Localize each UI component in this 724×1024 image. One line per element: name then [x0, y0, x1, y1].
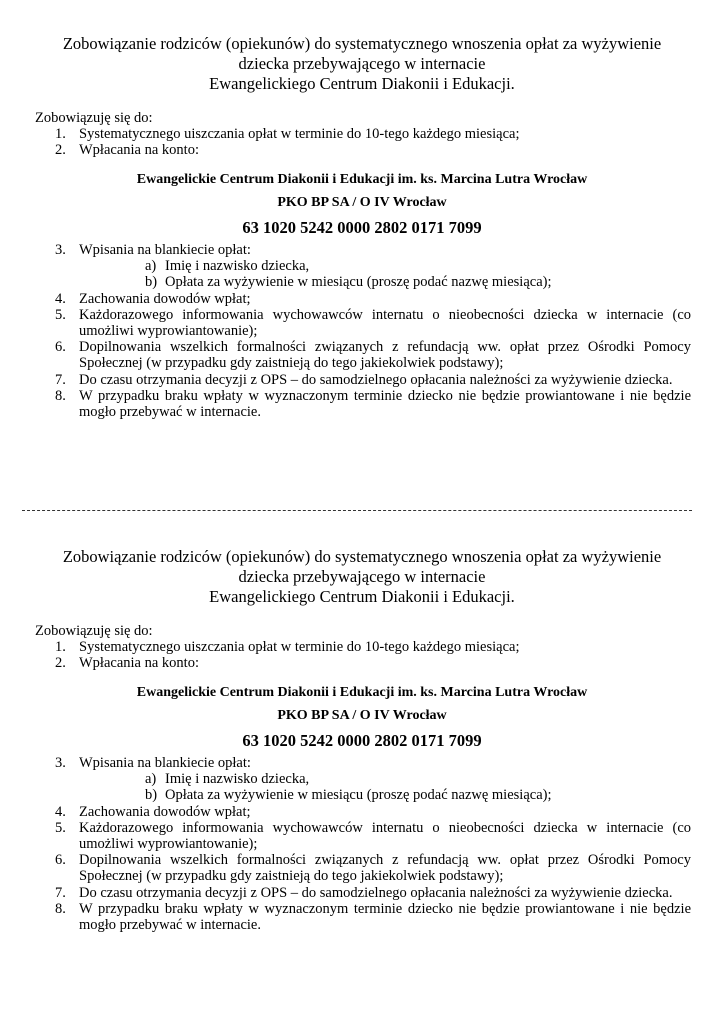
item-number: 8. — [55, 387, 66, 404]
obligations-list-part1 — [0, 126, 691, 158]
sub-item-letter: b) — [145, 787, 158, 804]
sub-item-letter: a) — [145, 771, 157, 788]
item-number: 1. — [55, 639, 66, 655]
item-text: Do czasu otrzymania decyzji z OPS – do samodzielnego opłacania należności za wyżywienie dziecka. — [79, 884, 673, 901]
intro-text: Zobowiązuję się do: — [35, 623, 153, 639]
item-text: Systematycznego uiszczania opłat w terminie do 10-tego każdego miesiąca; — [79, 639, 520, 655]
title-line-2: dziecka przebywającego w internacie — [238, 54, 486, 73]
item-number: 2. — [55, 142, 66, 159]
list-item — [0, 242, 691, 291]
title-line-1: Zobowiązanie rodziców (opiekunów) do systematycznego wnoszenia opłat za wyżywienie — [62, 34, 662, 53]
sub-list-item — [145, 771, 691, 788]
item-text: Dopilnowania wszelkich formalności związanych z refundacją ww. opłat przez Ośrodki Pomocy Społecznej (w przypadku gdy zaistnieją do tego jakiekolwiek podstawy); — [79, 852, 691, 885]
list-item — [0, 820, 691, 852]
item-number: 1. — [55, 126, 66, 142]
list-item — [0, 885, 691, 901]
document-title — [0, 547, 724, 607]
obligations-list-part2 — [0, 242, 691, 420]
sub-list-item — [145, 258, 691, 275]
item-text: W przypadku braku wpłaty w wyznaczonym terminie dziecko nie będzie prowiantowane i nie będzie mogło przebywać w internacie. — [79, 387, 691, 421]
sub-item-text: Opłata za wyżywienie w miesiącu (proszę podać nazwę miesiąca); — [165, 787, 552, 804]
sub-item-text: Imię i nazwisko dziecka, — [165, 771, 310, 788]
title-line-2: dziecka przebywającego w internacie — [238, 567, 486, 586]
list-item — [0, 804, 691, 820]
item-number: 5. — [55, 819, 66, 836]
form-top — [0, 34, 724, 421]
item-number: 8. — [55, 900, 66, 917]
item-number: 4. — [55, 290, 66, 307]
item-text: Wpisania na blankiecie opłat: — [79, 755, 251, 771]
list-item — [0, 755, 691, 804]
bank-recipient-name: Ewangelickie Centrum Diakonii i Edukacji im. ks. Marcina Lutra Wrocław — [136, 172, 588, 187]
item-text: Wpłacania na konto: — [79, 655, 199, 672]
item-number: 3. — [55, 755, 66, 771]
item-text: Do czasu otrzymania decyzji z OPS – do samodzielnego opłacania należności za wyżywienie dziecka. — [79, 371, 673, 388]
sub-list — [79, 258, 691, 290]
item-text: W przypadku braku wpłaty w wyznaczonym terminie dziecko nie będzie prowiantowane i nie będzie mogło przebywać w internacie. — [79, 900, 691, 934]
list-item — [0, 639, 691, 655]
item-text: Wpłacania na konto: — [79, 142, 199, 159]
list-item — [0, 372, 691, 388]
item-number: 7. — [55, 884, 66, 901]
bank-branch: PKO BP SA / O IV Wrocław — [277, 195, 447, 210]
list-item — [0, 388, 691, 420]
bank-account-number: 63 1020 5242 0000 2802 0171 7099 — [242, 218, 482, 237]
bank-branch: PKO BP SA / O IV Wrocław — [277, 708, 447, 723]
list-item — [0, 126, 691, 142]
sub-item-letter: b) — [145, 274, 158, 291]
bank-recipient-name: Ewangelickie Centrum Diakonii i Edukacji im. ks. Marcina Lutra Wrocław — [136, 685, 588, 700]
list-item — [0, 852, 691, 884]
list-item — [0, 655, 691, 671]
list-item — [0, 339, 691, 371]
item-number: 3. — [55, 242, 66, 258]
item-number: 6. — [55, 852, 66, 869]
item-text: Każdorazowego informowania wychowawców internatu o nieobecności dziecka w internacie (co umożliwi wyprowiantowanie); — [79, 306, 691, 340]
item-text: Zachowania dowodów wpłat; — [79, 803, 251, 820]
list-item — [0, 307, 691, 339]
item-number: 5. — [55, 306, 66, 323]
obligations-list-part2 — [0, 755, 691, 933]
item-number: 7. — [55, 371, 66, 388]
title-line-1: Zobowiązanie rodziców (opiekunów) do systematycznego wnoszenia opłat za wyżywienie — [62, 547, 662, 566]
item-text: Zachowania dowodów wpłat; — [79, 290, 251, 307]
title-line-3: Ewangelickiego Centrum Diakonii i Edukacji. — [209, 74, 515, 93]
sub-item-text: Imię i nazwisko dziecka, — [165, 258, 310, 275]
list-item — [0, 901, 691, 933]
obligations-list-part1 — [0, 639, 691, 671]
item-text: Każdorazowego informowania wychowawców internatu o nieobecności dziecka w internacie (co umożliwi wyprowiantowanie); — [79, 819, 691, 853]
bank-account-number: 63 1020 5242 0000 2802 0171 7099 — [242, 731, 482, 750]
item-text: Dopilnowania wszelkich formalności związanych z refundacją ww. opłat przez Ośrodki Pomocy Społecznej (w przypadku gdy zaistnieją do tego jakiekolwiek podstawy); — [79, 339, 691, 372]
cut-line-divider — [22, 510, 692, 511]
list-item — [0, 291, 691, 307]
sub-item-letter: a) — [145, 258, 157, 275]
sub-list — [79, 771, 691, 803]
intro-text: Zobowiązuję się do: — [35, 110, 153, 126]
item-text: Systematycznego uiszczania opłat w terminie do 10-tego każdego miesiąca; — [79, 126, 520, 142]
item-number: 6. — [55, 339, 66, 356]
form-bottom — [0, 547, 724, 934]
document-title — [0, 34, 724, 94]
sub-list-item — [145, 787, 691, 804]
item-number: 2. — [55, 655, 66, 672]
item-text: Wpisania na blankiecie opłat: — [79, 242, 251, 258]
sub-item-text: Opłata za wyżywienie w miesiącu (proszę podać nazwę miesiąca); — [165, 274, 552, 291]
list-item — [0, 142, 691, 158]
sub-list-item — [145, 274, 691, 291]
item-number: 4. — [55, 803, 66, 820]
title-line-3: Ewangelickiego Centrum Diakonii i Edukacji. — [209, 587, 515, 606]
